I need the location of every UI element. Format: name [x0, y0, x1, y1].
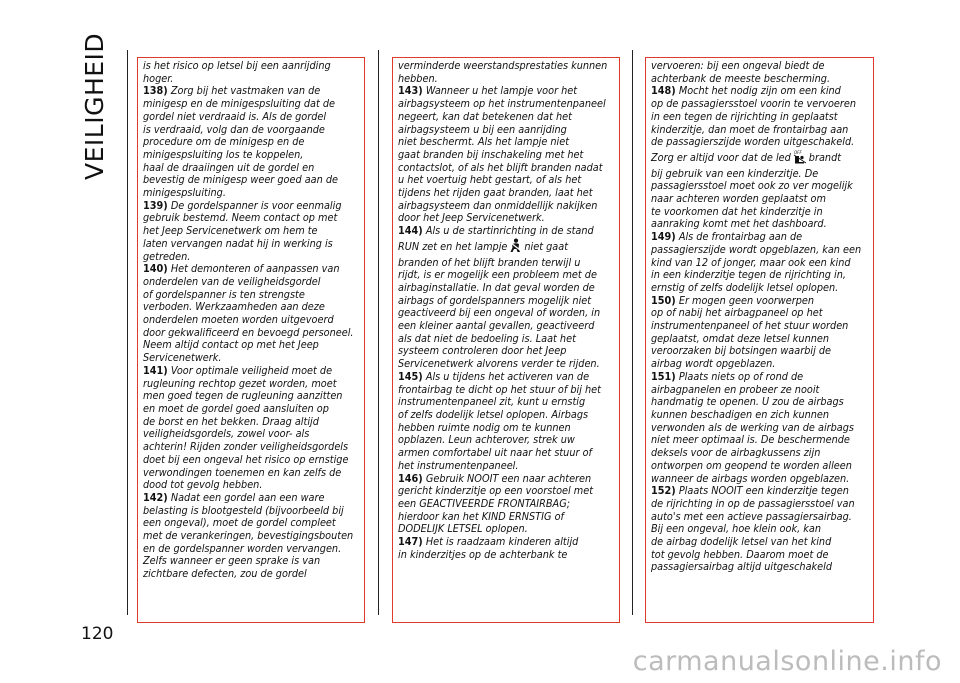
line-text: Als u de startinrichting in de stand — [425, 224, 594, 238]
line-text: onderdelen moeten worden uitgevoerd — [143, 313, 334, 327]
line-text: gebruik bestemd. Neem contact op met — [143, 211, 338, 225]
line-text: de rijrichting in op de passagiersstoel van — [651, 496, 855, 510]
text-line — [143, 568, 360, 581]
note-number: 141) — [143, 363, 168, 377]
note-number: 151) — [651, 369, 676, 383]
line-text: Zorg er altijd voor dat de led — [651, 150, 791, 164]
note-number: 142) — [143, 490, 168, 504]
line-text: hoger. — [143, 71, 174, 85]
line-text: branden of het blijft branden terwijl u — [398, 255, 581, 269]
line-text: gericht kinderzitje op een voorstoel met — [398, 484, 594, 498]
line-text: de passagierszijde worden uitgeschakeld. — [651, 135, 855, 149]
line-text: Wanneer u het lampje voor het — [425, 84, 578, 98]
line-text: verminderde weerstandsprestaties kunnen — [398, 59, 608, 72]
note-number: 144) — [398, 224, 423, 238]
line-text: het instrumentenpaneel. — [398, 458, 519, 472]
line-text: Gebruik NOOIT een naar achteren — [425, 471, 592, 485]
line-text: is het risico op letsel bij een aanrijding — [143, 59, 331, 72]
line-text-continued: niet gaat — [524, 239, 568, 253]
section-title — [80, 32, 120, 180]
line-text: getreden. — [143, 249, 191, 263]
note-number: 150) — [651, 293, 676, 307]
line-text: onderdelen van de veiligheidsgordel — [143, 274, 321, 288]
line-text: tot gevolg hebben. Daarom moet de — [651, 547, 829, 561]
line-text: verboden. Werkzaamheden aan deze — [143, 300, 325, 314]
line-text: een GEACTIVEERDE FRONTAIRBAG; — [398, 496, 570, 510]
seat-belt-warning-icon — [509, 238, 522, 257]
page-number: 120 — [81, 624, 114, 644]
line-text: airbagsysteem u bij een aanrijding — [398, 122, 567, 136]
line-text: DODELIJK LETSEL oplopen. — [398, 522, 528, 536]
line-text: passagiersairbag altijd uitgeschakeld — [651, 560, 833, 574]
line-text: achterin! Rijden zonder veiligheidsgordels — [143, 440, 349, 454]
line-text: systeem controleren door het Jeep — [398, 344, 567, 358]
line-text: en moet de gordel goed aansluiten op — [143, 401, 329, 415]
text-column-1 — [137, 57, 365, 623]
line-text: in kinderzitjes op de achterbank te — [398, 547, 568, 561]
line-text: u het voertuig hebt gestart, of als het — [398, 173, 582, 187]
text-line — [143, 60, 360, 73]
line-text: aanraking komt met het dashboard. — [651, 217, 827, 231]
line-text: is verdraaid, volg dan de voorgaande — [143, 122, 325, 136]
line-text: armen comfortabel uit naar het stuur of — [398, 446, 592, 460]
line-text: De gordelspanner is voor eenmalig — [170, 198, 342, 212]
line-text: de borst en het bekken. Draag altijd — [143, 414, 319, 428]
line-text: Mocht het nodig zijn om een kind — [678, 84, 841, 98]
line-text: als dat niet de bedoeling is. Laat het — [398, 331, 576, 345]
note-number: 149) — [651, 230, 676, 244]
line-text: airbagsysteem dan onmiddellijk nakijken — [398, 198, 598, 212]
line-text: Als de frontairbag aan de — [678, 230, 803, 244]
line-text: op of nabij het airbagpaneel op het — [651, 306, 823, 320]
text-line — [398, 225, 615, 238]
section-title-text: VEILIGHEID — [80, 32, 109, 180]
line-text: bevestig de minigesp weer goed aan de — [143, 173, 339, 187]
line-text: airbaginstallatie. In dat geval worden de — [398, 280, 595, 294]
line-text: en de gordelspanner worden vervangen. — [143, 541, 342, 555]
line-text: of gordelspanner is ten strengste — [143, 287, 305, 301]
line-text: ontworpen om geopend te worden alleen — [651, 458, 852, 472]
note-number: 145) — [398, 369, 423, 383]
line-text: Zorg bij het vastmaken van de — [170, 84, 321, 98]
line-text: door het Jeep Servicenetwerk. — [398, 211, 545, 225]
line-text: Zelfs wanneer er geen sprake is van — [143, 554, 321, 568]
line-text: de airbag dodelijk letsel van het kind — [651, 535, 832, 549]
line-text: airbag wordt opgeblazen. — [651, 357, 776, 371]
line-text: RUN zet en het lampje — [398, 239, 508, 253]
line-text: Plaats niets op of rond de — [678, 369, 804, 383]
line-text: doet bij een ongeval het risico op ernstige — [143, 452, 349, 466]
column-divider — [127, 50, 128, 615]
line-text: hebben. — [398, 71, 438, 85]
note-number: 152) — [651, 484, 676, 498]
note-number: 147) — [398, 535, 423, 549]
line-text: auto's met een actieve passagiersairbag. — [651, 509, 852, 523]
line-text: handmatig te openen. U zou de airbags — [651, 395, 844, 409]
line-text: dood tot gevolg hebben. — [143, 478, 263, 492]
line-text: zichtbare defecten, zou de gordel — [143, 567, 307, 581]
text-column-2 — [392, 57, 620, 623]
note-number: 140) — [143, 262, 168, 276]
line-text: geplaatst, omdat deze letsel kunnen — [651, 331, 830, 345]
line-text: niet meer optimaal is. De beschermende — [651, 433, 850, 447]
line-text: passagierszijde wordt opgeblazen, kan een — [651, 242, 862, 256]
line-text: frontairbag te dicht op het stuur of bij het — [398, 382, 601, 396]
line-text: instrumentenpaneel of het stuur worden — [651, 319, 849, 333]
line-text: Bij een ongeval, hoe klein ook, kan — [651, 522, 821, 536]
note-number: 143) — [398, 84, 423, 98]
line-text: Als u tijdens het activeren van de — [425, 369, 590, 383]
line-text: wanneer de airbags worden opgeblazen. — [651, 471, 850, 485]
line-text: kind van 12 of jonger, maar ook een kind — [651, 255, 851, 269]
line-text: Neem altijd contact op met het Jeep — [143, 338, 319, 352]
line-text: naar achteren worden geplaatst om — [651, 192, 826, 206]
line-text: veroorzaken bij botsingen waarbij de — [651, 344, 831, 358]
line-text: door gekwalificeerd en bevoegd personeel. — [143, 325, 354, 339]
line-text: tijdens het rijden gaat branden, laat het — [398, 186, 593, 200]
line-text: belasting is blootgesteld (bijvoorbeeld bij — [143, 503, 344, 517]
line-text: contactslot, of als het blijft branden nadat — [398, 160, 603, 174]
text-line — [398, 549, 615, 562]
note-number: 146) — [398, 471, 423, 485]
line-text: instrumentenpaneel zit, kunt u ernstig — [398, 395, 586, 409]
line-text: een kleiner aantal gevallen, geactiveerd — [398, 319, 595, 333]
line-text: te voorkomen dat het kinderzitje in — [651, 204, 823, 218]
line-text: men goed tegen de rugleuning aanzitten — [143, 389, 343, 403]
line-text: opblazen. Leun achterover, strek uw — [398, 433, 575, 447]
line-text: negeert, kan dat betekenen dat het — [398, 109, 572, 123]
text-line — [651, 136, 869, 149]
line-text: verwondingen toenemen en kan zelfs de — [143, 465, 342, 479]
line-text: het Jeep Servicenetwerk om hem te — [143, 224, 318, 238]
line-text: deksels voor de airbagkussens zijn — [651, 446, 821, 460]
line-text: airbagpanelen en probeer ze nooit — [651, 382, 820, 396]
line-text: kunnen beschadigen en zich kunnen — [651, 407, 830, 421]
line-text: Er mogen geen voorwerpen — [678, 293, 815, 307]
watermark: carmanualsonline.info — [632, 646, 942, 677]
line-text: Het demonteren of aanpassen van — [170, 262, 340, 276]
line-text: laten vervangen nadat hij in werking is — [143, 236, 333, 250]
line-text: in een tegen de rijrichting in geplaatst — [651, 109, 838, 123]
text-line — [398, 238, 615, 257]
line-text: in een kinderzitje tegen de rijrichting in, — [651, 268, 846, 282]
line-text: passagiersstoel moet ook zo ver mogelijk — [651, 179, 853, 193]
line-text: bij gebruik van een kinderzitje. De — [651, 166, 819, 180]
line-text: achterbank de meeste bescherming. — [651, 71, 831, 85]
line-text: op de passagiersstoel voorin te vervoeren — [651, 97, 857, 111]
line-text: Servicenetwerk alvorens verder te rijden. — [398, 357, 600, 371]
line-text: Nadat een gordel aan een ware — [170, 490, 325, 504]
line-text: airbags of gordelspanners mogelijk niet — [398, 293, 592, 307]
line-text: procedure om de minigesp en de — [143, 135, 305, 149]
column-divider — [378, 50, 379, 615]
line-text: minigespsluiting. — [143, 186, 226, 200]
note-number: 139) — [143, 198, 168, 212]
line-text: hebben ruimte nodig om te kunnen — [398, 420, 571, 434]
line-text: Het is raadzaam kinderen altijd — [425, 535, 579, 549]
text-line — [651, 149, 869, 168]
line-text: rugleuning rechtop gezet worden, moet — [143, 376, 337, 390]
line-text: kinderzitje, dan moet de frontairbag aan — [651, 122, 849, 136]
line-text: minigespsluiting los te koppelen, — [143, 147, 304, 161]
svg-text:OFF: OFF — [793, 150, 802, 156]
line-text: veiligheidsgordels, zowel voor- als — [143, 427, 310, 441]
text-column-3 — [645, 57, 874, 623]
line-text: haal de draaiingen uit de gordel en — [143, 160, 315, 174]
line-text: geactiveerd bij een ongeval of worden, in — [398, 306, 601, 320]
line-text: airbagsysteem op het instrumentenpaneel — [398, 97, 606, 111]
line-text: verwonden als de werking van de airbags — [651, 420, 854, 434]
line-text: hierdoor kan het KIND ERNSTIG of — [398, 509, 564, 523]
line-text: een ongeval), moet de gordel compleet — [143, 516, 336, 530]
line-text: Plaats NOOIT een kinderzitje tegen — [678, 484, 849, 498]
line-text: Voor optimale veiligheid moet de — [170, 363, 333, 377]
line-text: niet beschermt. Als het lampje niet — [398, 135, 570, 149]
line-text: gordel niet verdraaid is. Als de gordel — [143, 109, 327, 123]
line-text: vervoeren: bij een ongeval biedt de — [651, 59, 825, 72]
line-text: ernstig of zelfs dodelijk letsel oplopen. — [651, 280, 839, 294]
column-divider — [632, 50, 633, 615]
line-text-continued: brandt — [808, 150, 842, 164]
note-number: 148) — [651, 84, 676, 98]
child-seat-icon — [793, 149, 807, 168]
line-text: rijdt, is er mogelijk een probleem met de — [398, 268, 597, 282]
line-text: met de verankeringen, bevestigingsbouten — [143, 529, 354, 543]
line-text: Servicenetwerk. — [143, 351, 222, 365]
line-text: of zelfs dodelijk letsel oplopen. Airbags — [398, 407, 589, 421]
note-number: 138) — [143, 84, 168, 98]
line-text: minigesp en de minigespsluiting dat de — [143, 97, 336, 111]
text-line — [651, 561, 869, 574]
line-text: gaat branden bij inschakeling met het — [398, 147, 584, 161]
